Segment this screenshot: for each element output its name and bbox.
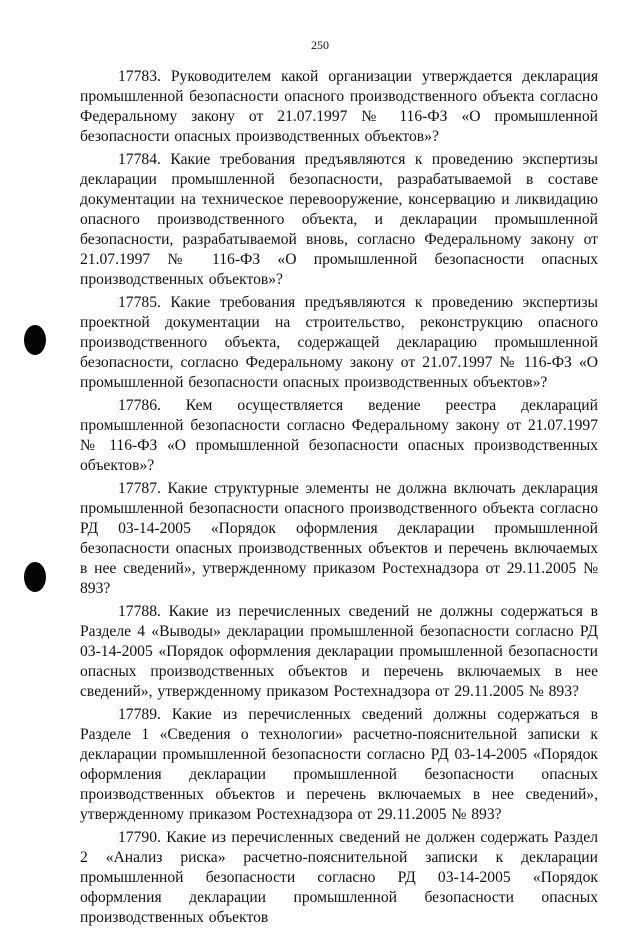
page-number: 250 xyxy=(311,38,329,52)
question-17784: 17784. Какие требования предъявляются к проведению экспертизы декларации промышленной безопасности, разрабатываемой в составе документации на техническое перевооружение, консервацию и ликвидацию опасного производственного объекта, и декларации промышленной безопасности, разрабатываемой вновь, согласно Федеральному закону от 21.07.1997 № 116-ФЗ «О промышленной безопасности опасных производственных объектов»? xyxy=(80,151,598,288)
question-17785: 17785. Какие требования предъявляются к проведению экспертизы проектной документации на строительство, реконструкцию опасного производственного объекта, содержащей декларацию промышленной безопасности, согласно Федеральному закону от 21.07.1997 № 116-ФЗ «О промышленной безопасности опасных производственных объектов»? xyxy=(80,294,598,391)
punch-hole-mark xyxy=(24,325,46,355)
question-17787: 17787. Какие структурные элементы не должна включать декларация промышленной безопасности опасного производственного объекта согласно РД 03-14-2005 «Порядок оформления декларации промышленной безопасности опасных производственных объектов и перечень включаемых в нее сведений», утвержденному приказом Ростехнадзора от 29.11.2005 № 893? xyxy=(80,480,598,597)
document-body xyxy=(80,67,598,931)
question-17788: 17788. Какие из перечисленных сведений не должны содержаться в Разделе 4 «Выводы» декларации промышленной безопасности согласно РД 03-14-2005 «Порядок оформления декларации промышленной безопасности опасных производственных объектов и перечень включаемых в нее сведений», утвержденному приказом Ростехнадзора от 29.11.2005 № 893? xyxy=(80,603,598,700)
punch-hole-mark xyxy=(24,562,46,592)
question-17789: 17789. Какие из перечисленных сведений должны содержаться в Разделе 1 «Сведения о технологии» расчетно-пояснительной записки к декларации промышленной безопасности согласно РД 03-14-2005 «Порядок оформления декларации промышленной безопасности опасных производственных объектов и перечень включаемых в нее сведений», утвержденному приказом Ростехнадзора от 29.11.2005 № 893? xyxy=(80,706,598,823)
question-17786: 17786. Кем осуществляется ведение реестра деклараций промышленной безопасности согласно Федеральному закону от 21.07.1997 № 116-ФЗ «О промышленной безопасности опасных производственных объектов»? xyxy=(80,397,598,474)
question-17783: 17783. Руководителем какой организации утверждается декларация промышленной безопасности опасного производственного объекта согласно Федеральному закону от 21.07.1997 № 116-ФЗ «О промышленной безопасности опасных производственных объектов»? xyxy=(80,68,598,145)
question-17790: 17790. Какие из перечисленных сведений не должен содержать Раздел 2 «Анализ риска» расчетно-пояснительной записки к декларации промышленной безопасности согласно РД 03-14-2005 «Порядок оформления декларации промышленной безопасности опасных производственных объектов xyxy=(80,829,598,926)
